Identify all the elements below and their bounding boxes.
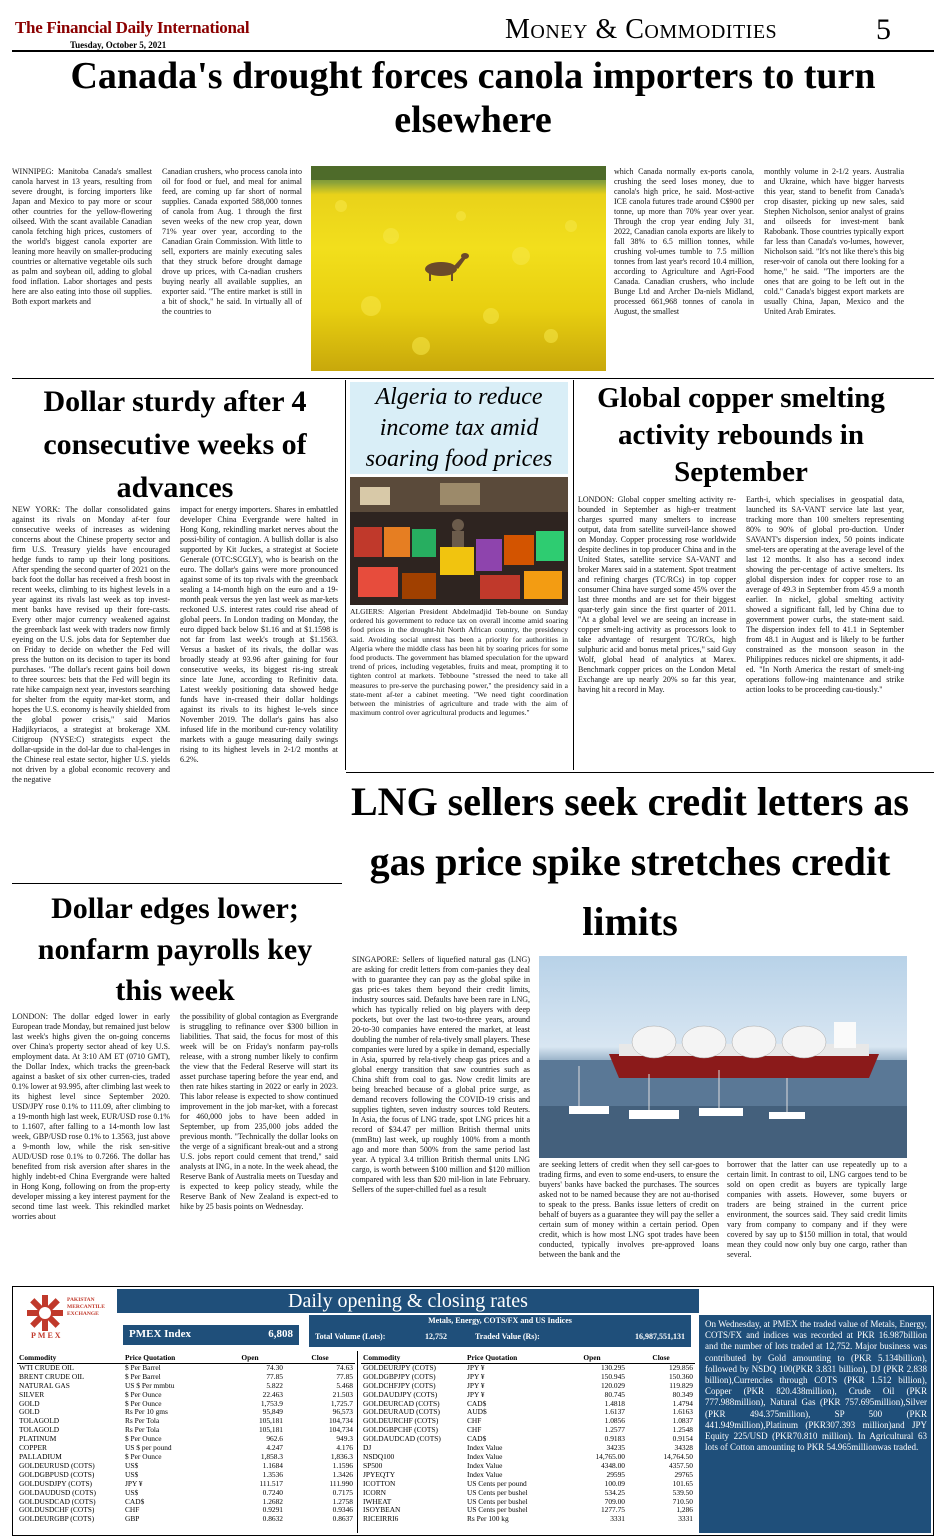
- close-cell: 3331: [678, 1515, 693, 1524]
- open-cell: 4348.00: [600, 1461, 625, 1470]
- rates-banner-title: Daily opening & closing rates: [288, 1290, 528, 1312]
- table-row: [17, 1408, 355, 1417]
- table-row: [17, 1391, 355, 1400]
- dollar-sturdy-col1: NEW YORK: The dollar consolidated gains against its rivals on Monday af-ter four consecutive weeks of increases as widening concerns about the Chinese property sector and firm U.S. Treasury yields have encouraged hedge funds to ramp up their long positions. After spending the second quarter of 2021 on the back foot the dollar has received a fresh boost in recent weeks, climbing to its highest levels in a year against its rivals last week as top invest-ment banks have revised up their fore-casts. Every other major currency weakened against the greenback last week with traders now firmly eyeing on the U.S. jobs data for September due on Friday to decide on whether the Fed will press the button on its decision to taper its bond purchases. "The dollar's recent gains boil down to three sources: bets that the Fed will begin its rate hike campaign next year, investors searching for shelter from the equity mar-ket storm, and hopes the U.S. economy is heavily shielded from the global power crisis," said Marios Hadjikyriacos, a strategist at brokerage XM. Citigroup (NYSE:C) strategists expect the dollar-upside in the dol-lar due to chal-lenges in the Chinese real estate sector, higher U.S. yields not driven by a global economic recovery and the negative: [12, 505, 170, 784]
- close-cell: 949.3: [336, 1435, 353, 1444]
- story-divider: [12, 883, 342, 884]
- canola-col3: which Canada normally ex-ports canola, crushing the seed loses money, due to canola's high price, he said. Most-active ICE canola futures trade around C$900 per tonne, up more than 70% year over year. Through the crop year ending July 31, 2022, Canadian canola exports are likely to fall 38% to 6.5 million tonnes, while crushing vol-umes tumble to 7.5 million tonnes from last year's record 10.4 million, according to Agriculture and Agri-Food Canada. Canadian crushers, who include Bunge Ltd and Archer Da-niels Midland, processed 661,968 tonnes of canola in August, the smallest: [614, 167, 754, 316]
- canola-col2: Canadian crushers, who process canola into oil for food or fuel, and meal for animal feed, are coming up far short of normal supplies. Canada exported 588,000 tonnes of canola from Aug. 1 through the first seven weeks of the new crop year, down 71% year over year, according to the Canadian Grain Commission. With little to sell, exporters are mainly executing sales that they struck before drought damage drove up prices, with Ca-nadian crushers buying nearly all available supplies, an exporter said. "The entire market is still in a bit of shock," he said. In virtually all of the countries to: [162, 167, 302, 316]
- commodity-cell: GOLD: [19, 1408, 40, 1417]
- open-cell: 150.945: [600, 1372, 625, 1381]
- price-quotation-cell: JPY ¥: [467, 1381, 485, 1390]
- pmex-logo-name: PAKISTAN MERCANTILE EXCHANGE: [67, 1297, 105, 1317]
- algeria-body: ALGIERS: Algerian President Abdelmadjid Teb-boune on Sunday ordered his government to reduce tax on overall income amid soaring food prices in the drought-hit North African country, the presidency said. Avoiding social unrest has been a priority for authorities in Algeria where the middle class has been hit by soaring prices for some food products. The government has blamed speculation for the upward trend of prices, including vegetables, fruits and meat, prompting it to tighten control at markets. Tebboune "stressed the need to take all measures to pre-serve the purchasing power," the presidency said in a state-ment af-ter a cabinet meeting. "We need tight coordination between the ministries of agriculture and trade with the aim of maximum control over agricultural products and legumes.": [350, 607, 568, 718]
- close-cell: 77.85: [336, 1372, 353, 1381]
- open-cell: 1.3536: [262, 1470, 283, 1479]
- table-row: [17, 1400, 355, 1409]
- open-cell: 74.30: [266, 1363, 283, 1372]
- rates-panel: [12, 1286, 934, 1536]
- dollar-sturdy-headline: Dollar sturdy after 4 consecutive weeks of advances: [43, 385, 307, 504]
- close-cell: 34328: [674, 1444, 693, 1453]
- open-cell: 1.4818: [604, 1399, 625, 1408]
- close-cell: 129.856: [668, 1363, 693, 1372]
- open-cell: 4.247: [266, 1444, 283, 1453]
- deer-in-field-illustration: [311, 166, 606, 371]
- price-quotation-cell: JPY ¥: [467, 1372, 485, 1381]
- table-row: [361, 1444, 695, 1453]
- table-row: [17, 1382, 355, 1391]
- indices-label: Metals, Energy, COTS/FX and US Indices: [428, 1316, 572, 1325]
- open-cell: 1,753.9: [260, 1399, 283, 1408]
- table-row: [361, 1417, 695, 1426]
- page-number: 5: [876, 13, 891, 46]
- close-cell: 104,734: [328, 1417, 353, 1426]
- col-header-close: Close: [627, 1354, 695, 1363]
- commodity-cell: GOLDAUDCAD (COTS): [363, 1435, 441, 1444]
- commodity-cell: GOLDUSDJPY (COTS): [19, 1479, 93, 1488]
- dollar-edges-col2: the possibility of global contagion as Evergrande is struggling to refinance over $300 billion in liabilities. That said, the focus for most of this week will be on Friday's nonfarm pay-rolls release, with a strong number likely to confirm the view that the Federal Reserve will start its asset purchase tapering before the year end, and then rate hikes starting in 2022 or early in 2023. This labor release is expected to show continued improvement in the job mar-ket, with a forecast for 460,000 jobs to have been added in September, up from 235,000 jobs added the previous month. "Technically the dollar looks on the verge of a significant break-out and a strong U.S. jobs report could cement that trend," said analysts at ING, in a note. In the week ahead, the Reserve Bank of Australia meets on Tuesday and is expected to keep policy steady, while the Reserve Bank of New Zealand is expect-ed to hike by 25 basis points on Wednesday.: [180, 1012, 338, 1211]
- col-header-commodity: Commodity: [17, 1354, 123, 1363]
- open-cell: 0.7240: [262, 1488, 283, 1497]
- table-row: [17, 1426, 355, 1435]
- open-cell: 1.1684: [262, 1461, 283, 1470]
- col-header-close: Close: [285, 1354, 355, 1363]
- price-quotation-cell: CAD$: [467, 1435, 487, 1444]
- open-cell: 105,181: [258, 1426, 283, 1435]
- lng-col1: SINGAPORE: Sellers of liquefied natural gas (LNG) are asking for credit letters from com-panies they deal with to guarantee they can pay as the global spike in gas pric-es takes them beyond their credit limits, industry sources said. Defaults have been rare in LNG, which has typically relied on big players with deep pockets, but over the last two-to-three years, around 20-to-30 companies have entered the market, at least doubling the number of rela-tively small players. These companies were lured by a spike in demand, especially in Asia, spurred by rela-tively cheap gas prices and a global energy transition that saw countries such as China shift from coal to gas. Now credit limits are being breached because of a global price surge, as demand recovers following the COVID-19 crisis and supplies tighten, seven industry sources told Reuters. In Asia, the focus of LNG trade, spot LNG prices hit a record of $34.47 per million British thermal units (mmBtu) last week, up roughly 100% from a month ago and more than 500% from the same period last year. A typical 3.4 trillion British thermal units LNG cargo, is worth between $100 million and $120 million compared with less than $20 mil-lion in late February. Sellers of the super-chilled fuel as a result: [352, 955, 530, 1194]
- close-cell: 80.349: [672, 1390, 693, 1399]
- table-row: [17, 1515, 355, 1524]
- indices-strip: [309, 1315, 691, 1347]
- close-cell: 1,725.7: [330, 1399, 353, 1408]
- price-quotation-cell: US $ per pound: [125, 1444, 172, 1453]
- commodity-cell: COPPER: [19, 1444, 47, 1453]
- algeria-market-photo: [350, 477, 568, 605]
- traded-value: 16,987,551,131: [635, 1332, 685, 1341]
- open-cell: 105,181: [258, 1417, 283, 1426]
- open-cell: 34235: [606, 1444, 625, 1453]
- table-row: [361, 1506, 695, 1515]
- commodity-cell: JPYEQTY: [363, 1470, 396, 1479]
- open-cell: 22.463: [262, 1390, 283, 1399]
- traded-value-label: Traded Value (Rs):: [475, 1332, 540, 1341]
- table-row: [17, 1373, 355, 1382]
- price-quotation-cell: Rs Per 100 kg: [467, 1515, 509, 1524]
- open-cell: 100.09: [604, 1479, 625, 1488]
- price-quotation-cell: $ Per Ounce: [125, 1452, 162, 1461]
- canola-headline: Canada's drought forces canola importers to turn elsewhere: [70, 55, 876, 141]
- commodity-cell: TOLAGOLD: [19, 1426, 60, 1435]
- canola-col4: monthly volume in 2-1/2 years. Australia and Ukraine, which have bigger harvests this year, stand to benefit from Canada's crop disaster, picking up new sales, said Stephen Nicholson, senior analyst of grains and oilseeds for invest-ment bank Rabobank. Those countries typically export far less than Canada's vo-lumes, however, Nicholson said. "It's not like there's this big reser-voir of canola out there looking for a home," he said. "The importers are the ones that are going to be left out in the cold." Canada's biggest export markets are usually China, Japan, Mexico and the United Arab Emirates.: [764, 167, 904, 316]
- pmex-index-value: 6,808: [268, 1328, 293, 1340]
- price-quotation-cell: $ Per Ounce: [125, 1399, 162, 1408]
- close-cell: 1.6163: [672, 1408, 693, 1417]
- lng-col2: are seeking letters of credit when they sell car-goes to trading firms, and even to some end-users, to ensure the buyers' banks have backed the purchases. The sources asked not to be named because they are not au-thorised to speak to the press. Banks issue letters of credit on behalf of buyers as a guarantee they will pay the seller a certain sum of money within a certain period. Open credit, which is how most LNG spot trades have been conducted, typically involves pre-approved loans between the bank and the: [539, 1160, 719, 1259]
- table-row: [361, 1408, 695, 1417]
- price-quotation-cell: AUD$: [467, 1408, 487, 1417]
- pmex-logo: [17, 1291, 113, 1343]
- price-quotation-cell: Rs Per Tola: [125, 1426, 160, 1435]
- col-header-open: Open: [557, 1354, 627, 1363]
- pmex-index-box: [123, 1325, 299, 1345]
- pmex-logo-icon: [25, 1293, 65, 1333]
- col-header-open: Open: [215, 1354, 285, 1363]
- commodity-cell: ICOTTON: [363, 1479, 396, 1488]
- commodity-cell: SP500: [363, 1461, 383, 1470]
- price-quotation-cell: $ Per Barrel: [125, 1372, 161, 1381]
- commodity-cell: GOLDAUDUSD (COTS): [19, 1488, 96, 1497]
- open-cell: 95,849: [262, 1408, 283, 1417]
- lng-col3: borrower that the latter can use repeatedly up to a certain limit. In contrast to oil, LNG cargoes tend to be sold on open credit as buyers are typically large companies with assets. However, some buyers or traders are being strained in the current price environment, the sources said. They said credit limits vary from company to company and if they were covered by say up to $150 million in total, that would mean they could now only buy one cargo, rather than several.: [727, 1160, 907, 1259]
- price-quotation-cell: Index Value: [467, 1461, 503, 1470]
- price-quotation-cell: CHF: [467, 1426, 482, 1435]
- table-row: [17, 1489, 355, 1498]
- table-row: [361, 1453, 695, 1462]
- pmex-logo-abbr: PMEX: [31, 1331, 63, 1340]
- price-quotation-cell: US Cents per pound: [467, 1479, 527, 1488]
- price-quotation-cell: CAD$: [125, 1497, 145, 1506]
- price-quotation-cell: US Cents per bushel: [467, 1497, 528, 1506]
- price-quotation-cell: US $ Per mmbtu: [125, 1381, 175, 1390]
- lng-tanker-illustration: [539, 956, 907, 1158]
- table-row: [361, 1426, 695, 1435]
- open-cell: 1277.75: [600, 1506, 625, 1515]
- dollar-sturdy-col2: impact for energy importers. Shares in embattled developer China Evergrande were halted in Hong Kong, rekindling market nerves about the possi-bility of contagion. A bullish dollar is also supported by Kit Juckes, a strategist at Societe Generale (OTC:SCGLY), who is bearish on the euro. The dollar's gains were more pronounced against some of its top rivals with the greenback sealing a 14-month high on the euro and a 19-month peak versus the yen last week as mar-kets reckoned U.S. interest rates could rise ahead of global peers. In London trading on Monday, the euro dipped back below $1.16 and at $1.1598 is not far from last week's trough at $1.1563. Versus a basket of its rivals, the dollar was broadly steady at 93.96 after gaining for four consecutive weeks, its biggest ris-ing streak since late June, according to Refinitiv data. Latest weekly positioning data showed hedge funds have in-creased their dollar holdings against its rivals to its highest le-vels since November 2019. The dollar's gains has also infused life in the moribund cur-rency volatility markets with a gauge measuring daily swings rising to its highest levels in 2-1/2 months at 6.2%.: [180, 505, 338, 764]
- close-cell: 1.2758: [332, 1497, 353, 1506]
- table-row: [361, 1373, 695, 1382]
- open-cell: 1.6137: [604, 1408, 625, 1417]
- close-cell: 0.9346: [332, 1506, 353, 1515]
- price-quotation-cell: Index Value: [467, 1452, 503, 1461]
- open-cell: 80.745: [604, 1390, 625, 1399]
- close-cell: 1,286: [676, 1506, 693, 1515]
- commodity-cell: GOLDEURGBP (COTS): [19, 1515, 95, 1524]
- close-cell: 21.503: [332, 1390, 353, 1399]
- table-row: [17, 1506, 355, 1515]
- commodity-cell: GOLDCHFJPY (COTS): [363, 1381, 436, 1390]
- col-header-price-quotation: Price Quotation: [465, 1354, 557, 1363]
- commodity-cell: GOLDEURAUD (COTS): [363, 1408, 440, 1417]
- open-cell: 0.9183: [604, 1435, 625, 1444]
- close-cell: 4.176: [336, 1444, 353, 1453]
- price-quotation-cell: GBP: [125, 1515, 140, 1524]
- close-cell: 539.50: [672, 1488, 693, 1497]
- close-cell: 111.990: [329, 1479, 353, 1488]
- story-divider: [12, 378, 934, 379]
- close-cell: 119.829: [669, 1381, 693, 1390]
- open-cell: 0.8632: [262, 1515, 283, 1524]
- price-quotation-cell: CHF: [467, 1417, 482, 1426]
- col-header-price-quotation: Price Quotation: [123, 1354, 215, 1363]
- commodity-cell: PALLADIUM: [19, 1452, 62, 1461]
- table-divider: [357, 1351, 358, 1533]
- commodity-cell: GOLDEURCAD (COTS): [363, 1399, 440, 1408]
- copper-col1: LONDON: Global copper smelting activity re-bounded in September as high-er treatment charges spurred many smelters to increase output, data from satellite surveil-lance showed on Monday. Copper processing rose worldwide despite declines in top producer China and in the United States, satellite service SA-VANT and broker Marex said in a statement. Spot treatment and refining charges (TC/RCs) in top copper consumer China have surged some 45% over the last three months and are set for their biggest quar-terly gain since the first quarter of 2011. "At a global level we are seeing an increase in copper smelt-ing activity as processors look to take advantage of resurgent TC/RCs, high sulphuric acid and bonus metal prices," said Guy Wolf, global head of analytics at Marex. Benchmark copper prices on the London Metal Exchange are up nearly 20% so far this year, having hit a record in May.: [578, 495, 736, 694]
- commodity-cell: GOLDGBPCHF (COTS): [363, 1426, 438, 1435]
- dollar-edges-headline: Dollar edges lower; nonfarm payrolls key this week: [37, 892, 313, 1007]
- table-row: [17, 1498, 355, 1507]
- algeria-headline: Algeria to reduce income tax amid soaring food prices: [365, 384, 553, 472]
- table-row: [361, 1515, 695, 1524]
- commodity-cell: GOLDEURUSD (COTS): [19, 1461, 95, 1470]
- close-cell: 74.63: [336, 1363, 353, 1372]
- commodity-cell: RICEIRRI6: [363, 1515, 399, 1524]
- table-row: [361, 1435, 695, 1444]
- price-quotation-cell: JPY ¥: [467, 1390, 485, 1399]
- close-cell: 1.0837: [672, 1417, 693, 1426]
- dollar-edges-col1: LONDON: The dollar edged lower in early European trade Monday, but remained just below last week's highs given the on-going concerns over China's property sector ahead of key U.S. employment data. At 3:10 AM ET (0710 GMT), the Dollar Index, which tracks the green-back against a basket of six other curren-cies, traded 0.1% lower at 93.995, after climbing last week to its highest level since September 2020. USD/JPY rose 0.1% to 111.09, after climbing to a 19-month high last week, EUR/USD rose 0.1% to 1.1607, after falling to a 14-month low last week, GBP/USD rose 0.1% to 1.3563, just above a 9-month low, while the risk sen-sitive AUD/USD rose 0.1% to 0.7266. The dollar has benefited from risk aversion after shares in the highly indebt-ed China Evergrande were halted in Hong Kong, following on from the prop-erty developer missing a key interest payment for the second time last week. This rekindled market worries about: [12, 1012, 170, 1221]
- table-row: [17, 1453, 355, 1462]
- price-quotation-cell: US$: [125, 1488, 139, 1497]
- column-rule: [345, 380, 346, 770]
- table-row: [17, 1444, 355, 1453]
- lng-headline: LNG sellers seek credit letters as gas price spike stretches credit limits: [351, 779, 909, 944]
- open-cell: 111.517: [259, 1479, 283, 1488]
- commodity-cell: TOLAGOLD: [19, 1417, 60, 1426]
- close-cell: 101.65: [672, 1479, 693, 1488]
- open-cell: 1.2682: [262, 1497, 283, 1506]
- table-row: [17, 1363, 355, 1372]
- open-cell: 709.00: [604, 1497, 625, 1506]
- rates-summary: On Wednesday, at PMEX the traded value of Metals, Energy, COTS/FX and indices was recorded at PKR 16.987billion and the number of lots traded at 12,752. Major business was contributed by Gold amounting to (PKR 5.134billion), followed by NSDQ 100(PKR 3.831 billion), DJ (PKR 2.838 billion),Currencies through COTS (PKR 1.512 billion), Copper (PKR 820.438million), Crude Oil (PKR 777.988million), Natural Gas (PKR 757.695million),Silver (PKR 494.375million), SP 500 (PKR 441.949million),Platinum (PKR307.393 million)and JPY Equity 225/USD (PKR70.810 million). In Agricultural 63 lots of Cotton amounting to PKR 54.965millionwas traded.: [705, 1319, 927, 1453]
- open-cell: 29595: [606, 1470, 625, 1479]
- table-row: [361, 1363, 695, 1372]
- table-row: [361, 1400, 695, 1409]
- open-cell: 0.9291: [262, 1506, 283, 1515]
- price-quotation-cell: US Cents per bushel: [467, 1488, 528, 1497]
- price-quotation-cell: $ Per Barrel: [125, 1363, 161, 1372]
- commodity-cell: GOLD: [19, 1399, 40, 1408]
- price-quotation-cell: JPY ¥: [467, 1363, 485, 1372]
- canola-field-photo: [311, 166, 606, 371]
- open-cell: 962.6: [266, 1435, 283, 1444]
- col-header-commodity: Commodity: [361, 1354, 465, 1363]
- close-cell: 710.50: [672, 1497, 693, 1506]
- open-cell: 130.295: [600, 1363, 625, 1372]
- table-row: [361, 1498, 695, 1507]
- open-cell: 534.25: [604, 1488, 625, 1497]
- close-cell: 4357.50: [668, 1461, 693, 1470]
- open-cell: 1.2577: [604, 1426, 625, 1435]
- close-cell: 0.7175: [332, 1488, 353, 1497]
- close-cell: 1.1596: [332, 1461, 353, 1470]
- close-cell: 1.2548: [672, 1426, 693, 1435]
- open-cell: 3331: [610, 1515, 625, 1524]
- open-cell: 1.0856: [604, 1417, 625, 1426]
- price-quotation-cell: Index Value: [467, 1470, 503, 1479]
- table-row: [361, 1382, 695, 1391]
- commodity-cell: GOLDGBPJPY (COTS): [363, 1372, 436, 1381]
- price-quotation-cell: Index Value: [467, 1444, 503, 1453]
- price-quotation-cell: US Cents per bushel: [467, 1506, 528, 1515]
- commodity-cell: NATURAL GAS: [19, 1381, 70, 1390]
- table-row: [361, 1489, 695, 1498]
- commodity-cell: GOLDEURCHF (COTS): [363, 1417, 439, 1426]
- commodity-cell: GOLDAUDJPY (COTS): [363, 1390, 438, 1399]
- close-cell: 150.360: [668, 1372, 693, 1381]
- close-cell: 29765: [674, 1470, 693, 1479]
- close-cell: 0.8637: [332, 1515, 353, 1524]
- price-quotation-cell: US$: [125, 1461, 139, 1470]
- commodity-cell: IWHEAT: [363, 1497, 392, 1506]
- price-quotation-cell: $ Per Ounce: [125, 1390, 162, 1399]
- open-cell: 120.029: [600, 1381, 625, 1390]
- section-title: Money & Commodities: [505, 14, 778, 45]
- commodity-cell: ICORN: [363, 1488, 386, 1497]
- commodity-cell: SILVER: [19, 1390, 45, 1399]
- commodity-cell: GOLDUSDCAD (COTS): [19, 1497, 96, 1506]
- market-stalls-illustration: [350, 477, 568, 605]
- close-cell: 5.468: [336, 1381, 353, 1390]
- commodity-cell: BRENT CRUDE OIL: [19, 1372, 85, 1381]
- pmex-index-label: PMEX Index: [129, 1328, 192, 1340]
- masthead-rule: [12, 50, 934, 52]
- commodity-cell: DJ: [363, 1444, 372, 1453]
- table-row: [361, 1480, 695, 1489]
- commodity-cell: ISOYBEAN: [363, 1506, 401, 1515]
- paper-name: The Financial Daily International: [15, 18, 250, 37]
- commodity-cell: PLATINUM: [19, 1435, 57, 1444]
- price-quotation-cell: Rs Per Tola: [125, 1417, 160, 1426]
- price-quotation-cell: $ Per Ounce: [125, 1435, 162, 1444]
- open-cell: 1,858.3: [260, 1452, 283, 1461]
- commodity-cell: WTI CRUDE OIL: [19, 1363, 75, 1372]
- copper-headline: Global copper smelting activity rebounds in September: [597, 382, 885, 488]
- commodity-cell: GOLDGBPUSD (COTS): [19, 1470, 95, 1479]
- close-cell: 96,573: [332, 1408, 353, 1417]
- rates-table-right: [361, 1354, 695, 1532]
- close-cell: 0.9154: [672, 1435, 693, 1444]
- table-row: [17, 1471, 355, 1480]
- price-quotation-cell: CAD$: [467, 1399, 487, 1408]
- rates-table-left: [17, 1354, 355, 1532]
- lng-tanker-photo: [539, 956, 907, 1158]
- table-row: [17, 1462, 355, 1471]
- close-cell: 14,764.50: [663, 1452, 693, 1461]
- copper-col2: Earth-i, which specialises in geospatial data, launched its SA-VANT service late last year, tracking more than 100 smelters representing 80% to 90% of global pro-duction. Under SAVANT's dispersion index, 50 points indicate smel-ters are operating at the average level of the last 12 months. It also has a second index showing the per-centage of active smelters. Its global dispersion index for copper rose to an average of 49.3 in September from 45.9 a month earlier. In nickel, global smelting activity showed a significant fall, led by China due to government power curbs, the state-ment said. The dispersion index fell to 41.1 in September from 48.1 in August and is likely to be further constrained as the monsoon season in the Philippines reduces nickel ore shipments, it add-ed. "In North America the restart of smelt-ing operations follow-ing maintenance and strike action looks to be proceeding cau-tiously.": [746, 495, 904, 694]
- commodity-cell: GOLDEURJPY (COTS): [363, 1363, 437, 1372]
- close-cell: 1.4794: [672, 1399, 693, 1408]
- table-row: [17, 1480, 355, 1489]
- close-cell: 1.3426: [332, 1470, 353, 1479]
- issue-date: Tuesday, October 5, 2021: [70, 40, 167, 50]
- table-row: [361, 1391, 695, 1400]
- price-quotation-cell: US$: [125, 1470, 139, 1479]
- price-quotation-cell: CHF: [125, 1506, 140, 1515]
- masthead: [0, 0, 945, 52]
- commodity-cell: NSDQ100: [363, 1452, 395, 1461]
- table-row: [17, 1417, 355, 1426]
- close-cell: 104,734: [328, 1426, 353, 1435]
- open-cell: 77.85: [266, 1372, 283, 1381]
- open-cell: 5.822: [266, 1381, 283, 1390]
- open-cell: 14,765.00: [595, 1452, 625, 1461]
- total-volume-value: 12,752: [425, 1332, 447, 1341]
- commodity-cell: GOLDUSDCHF (COTS): [19, 1506, 95, 1515]
- table-row: [361, 1471, 695, 1480]
- total-volume-label: Total Volume (Lots):: [315, 1332, 386, 1341]
- table-row: [361, 1462, 695, 1471]
- column-rule: [573, 380, 574, 770]
- close-cell: 1,836.3: [330, 1452, 353, 1461]
- price-quotation-cell: Rs Per 10 gms: [125, 1408, 168, 1417]
- canola-col1: WINNIPEG: Manitoba Canada's smallest canola harvest in 13 years, resulting from severe drought, is forcing importers like Japan and Mexico to pay more or scour other countries for the yellow-flowering oilseed. With the scant available Canadian canola fetching high prices, customers of the world's biggest canola exporter are leaning more heavily on smaller-producing countries or alternative vegetable oils such as palm and soybean oil, adding to global food inflation. Labor shortages and pests here are also eating into those oil supplies. Both export markets and: [12, 167, 152, 306]
- price-quotation-cell: JPY ¥: [125, 1479, 143, 1488]
- table-row: [17, 1435, 355, 1444]
